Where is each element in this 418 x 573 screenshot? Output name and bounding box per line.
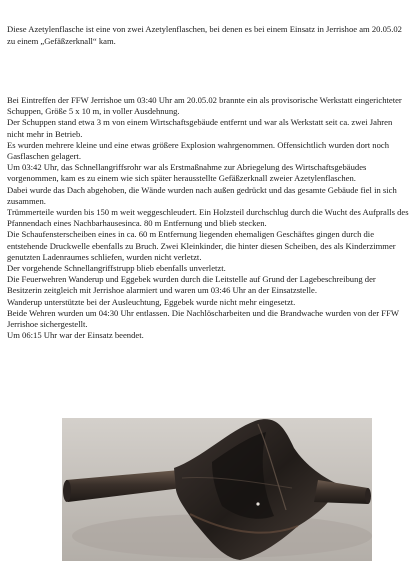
paragraph-support: Wanderup unterstützte bei der Ausleuchtung, Eggebek wurde nicht mehr eingesetzt. — [7, 296, 296, 307]
paragraph-shop-windows: Die Schaufensterscheiben eines in ca. 60 m Entfernung liegenden ehemaligen Geschäftes gingen durch die entstehende Druckwelle ebenfalls zu Bruch. Zwei Kleinkinder, die hinter diesen Scheiben, des als Kinderzimmer genutzten Ladenraumes schliefen, wurden nicht verletzt. — [7, 229, 396, 262]
cylinder-photo — [62, 418, 372, 561]
paragraph-end: Um 06:15 Uhr war der Einsatz beendet. — [7, 330, 144, 341]
paragraph-release: Beide Wehren wurden um 04:30 Uhr entlassen. Die Nachlöscharbeiten und die Brandwache wurden von der FFW Jerrishoe sichergestellt. — [7, 307, 399, 330]
paragraph-debris: Trümmerteile wurden bis 150 m weit weggeschleudert. Ein Holzsteil durchschlug durch die Wucht des Aufpralls des Pfannendach eines Nachbarhausesinca. 80 m Entfernung und blieb stecken. — [7, 207, 409, 229]
incident-report — [7, 95, 411, 341]
paragraph-explosions: Es wurden mehrere kleine und eine etwas größere Explosion wahrgenommen. Offensichtlich wurden dort noch Gasflaschen gelagert. — [7, 139, 389, 162]
paragraph-roof-collapse: Dabei wurde das Dach abgehoben, die Wände wurden nach außen gedrückt und das gesamte Gebäude fiel in sich zusammen. — [7, 184, 397, 206]
paragraph-arrival: Bei Eintreffen der FFW Jerrishoe um 03:40 Uhr am 20.05.02 brannte ein als provisorische Werkstatt eingerichteter Schuppen, Größe 5 x 10 m, in voller Ausdehnung. — [7, 95, 402, 117]
ruptured-cylinder-image — [62, 418, 372, 561]
paragraph-cylinder-burst: Um 03:42 Uhr, das Schnellangriffsrohr war als Erstmaßnahme zur Abriegelung des Wirtschaftsgebäudes vorgenommen, kam es zu einem wie sich später herausstellte Gefäßzerknall zweier Azetylenflaschen. — [7, 162, 367, 184]
paragraph-shed-distance: Der Schuppen stand etwa 3 m von einem Wirtschaftsgebäude entfernt und war als Werkstatt seit ca. zwei Jahren nicht mehr in Betrieb. — [7, 117, 393, 139]
paragraph-attack-team: Der vorgehende Schnellangriffstrupp blieb ebenfalls unverletzt. — [7, 263, 226, 274]
intro-text: Diese Azetylenflasche ist eine von zwei Azetylenflaschen, bei denen es bei einem Einsatz in Jerrishoe am 20.05.02 zu einem „Gefäßzerknall“ kam. — [7, 24, 402, 46]
paragraph-alarm: Die Feuerwehren Wanderup und Eggebek wurden durch die Leitstelle auf Grund der Lagebeschreibung der Besitzerin zeitgleich mit Jerrishoe alarmiert und waren um 03:46 Uhr an der Einsatzstelle. — [7, 274, 376, 296]
